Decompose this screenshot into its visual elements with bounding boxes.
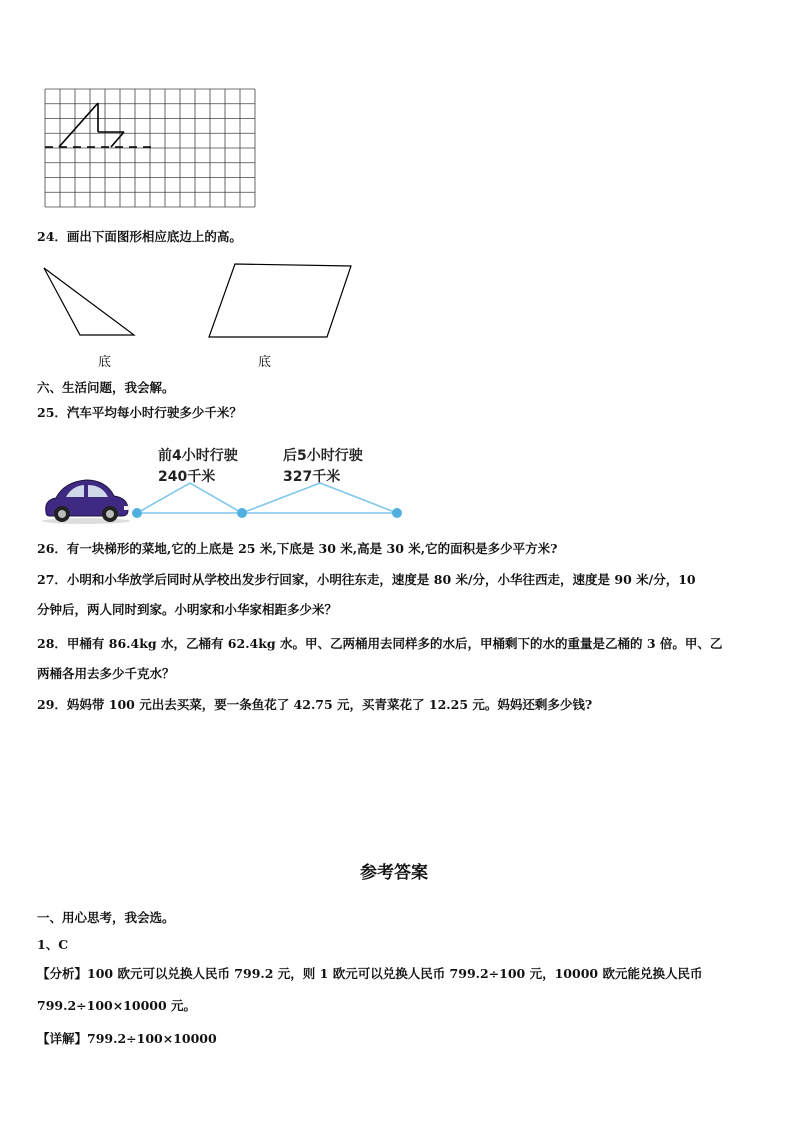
parallelogram-figure bbox=[205, 262, 355, 342]
mid-point bbox=[237, 508, 247, 518]
segment1-distance-label: 240千米 bbox=[158, 469, 216, 485]
grid-figure bbox=[44, 88, 258, 208]
triangle-figure bbox=[40, 262, 140, 342]
shape-edge bbox=[59, 103, 98, 147]
answer-1: 1、C bbox=[37, 937, 69, 952]
question-28-line2: 两桶各用去多少千克水？ bbox=[37, 666, 175, 681]
segment2-time-label: 后5小时行驶 bbox=[283, 448, 363, 464]
triangle-base-label: 底 bbox=[98, 355, 112, 370]
grid-shape bbox=[59, 103, 124, 147]
question-24: 24．画出下面图形相应底边上的高。 bbox=[37, 229, 242, 244]
question-27-line2: 分钟后，两人同时到家。小明家和小华家相距多少米？ bbox=[37, 602, 338, 617]
question-29: 29．妈妈带 100 元出去买菜，要一条鱼花了 42.75 元，买青菜花了 12.25 元。妈妈还剩多少钱? bbox=[37, 697, 593, 712]
car-icon bbox=[40, 476, 132, 524]
analysis-line1: 【分析】100 欧元可以兑换人民币 799.2 元，则 1 欧元可以兑换人民币 799.2÷100 元，10000 欧元能兑换人民币 bbox=[37, 966, 703, 981]
question-27-line1: 27．小明和小华放学后同时从学校出发步行回家，小明往东走，速度是 80 米/分，小华往西走，速度是 90 米/分，10 bbox=[37, 572, 696, 587]
question-25: 25．汽车平均每小时行驶多少千米？ bbox=[37, 405, 242, 420]
answers-section-1: 一、用心思考，我会选。 bbox=[37, 910, 175, 925]
answers-title: 参考答案 bbox=[360, 863, 428, 883]
end-point bbox=[392, 508, 402, 518]
question-28-line1: 28．甲桶有 86.4kg 水，乙桶有 62.4kg 水。甲、乙两桶用去同样多的水后，甲桶剩下的水的重量是乙桶的 3 倍。甲、乙 bbox=[37, 636, 723, 651]
segment2-distance-label: 327千米 bbox=[283, 469, 341, 485]
parallelogram-base-label: 底 bbox=[258, 355, 272, 370]
segment1-time-label: 前4小时行驶 bbox=[158, 448, 238, 464]
analysis-line2: 799.2÷100×10000 元。 bbox=[37, 998, 197, 1013]
detail-line: 【详解】799.2÷100×10000 bbox=[37, 1031, 217, 1046]
question-26: 26．有一块梯形的菜地,它的上底是 25 米,下底是 30 米,高是 30 米,它的面积是多少平方米? bbox=[37, 541, 558, 556]
start-point bbox=[132, 508, 142, 518]
section-6-heading: 六、生活问题，我会解。 bbox=[37, 380, 175, 395]
